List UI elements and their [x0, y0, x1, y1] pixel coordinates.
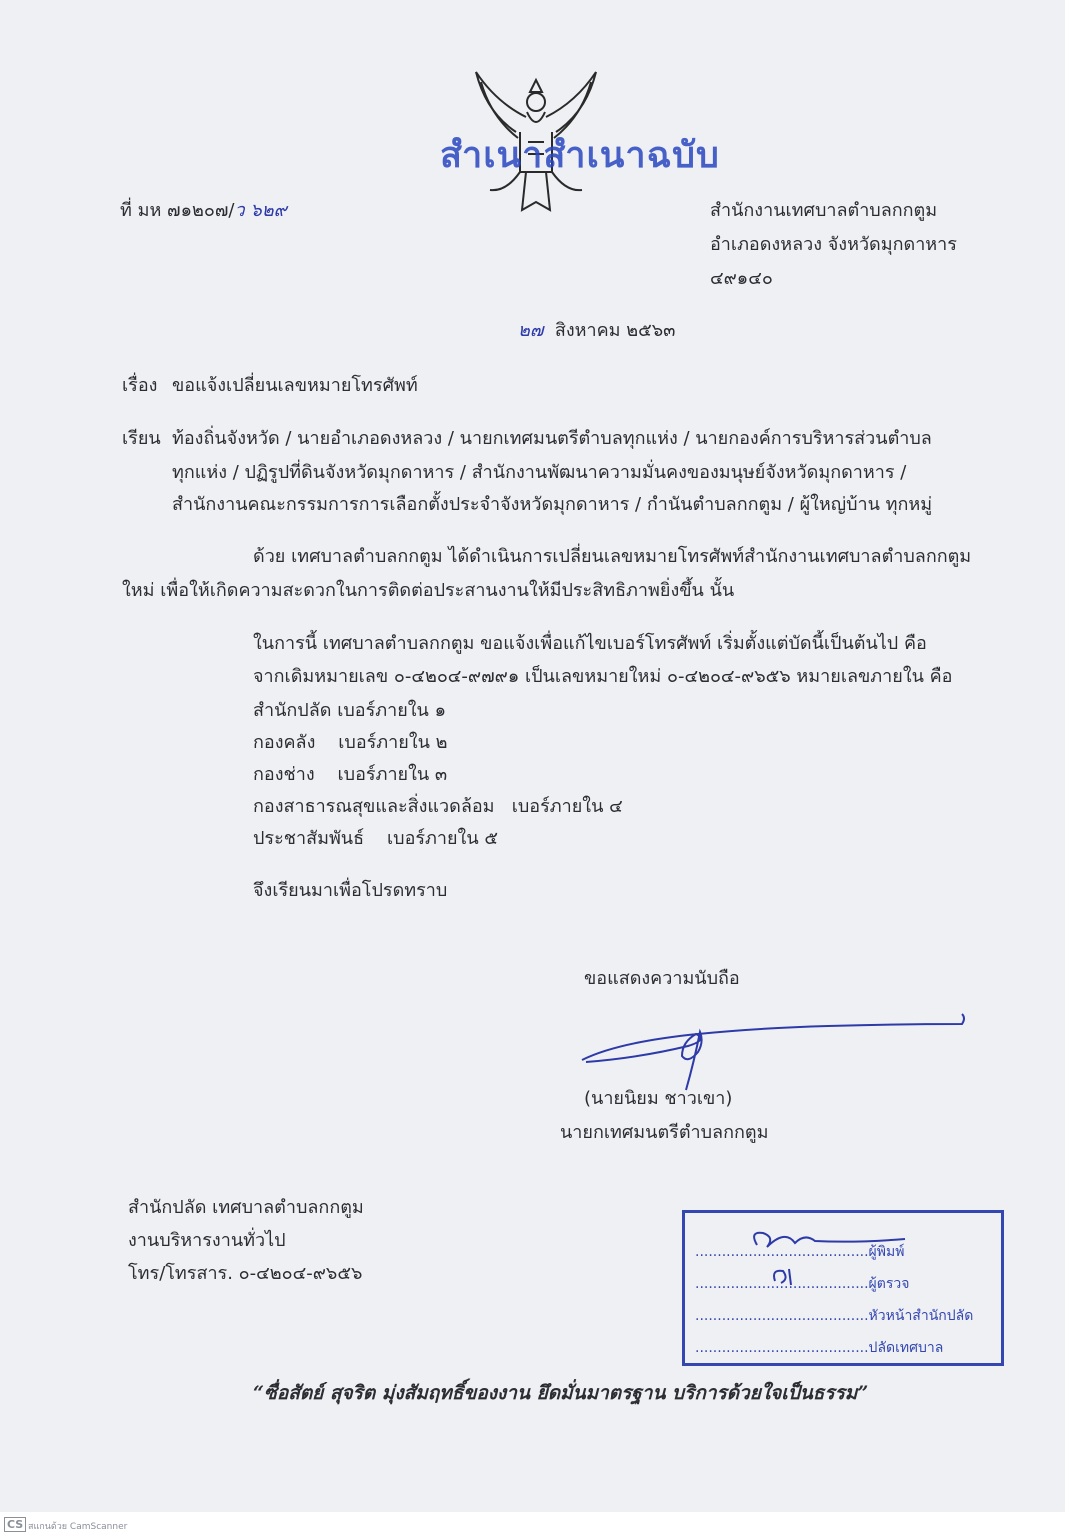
to-line: สำนักงานคณะกรรมการการเลือกตั้งประจำจังหวัดมุกดาหาร / กำนันตำบลกกตูม / ผู้ใหญ่บ้าน ทุกหมู่: [172, 494, 933, 515]
motto-text: “ซื่อสัตย์ สุจริต มุ่งสัมฤทธิ์ของงาน ยึดมั่นมาตรฐาน บริการด้วยใจเป็นธรรม”: [253, 1382, 869, 1404]
body-para2-line: จากเดิมหมายเลข ๐-๔๒๐๔-๙๗๙๑ เป็นเลขหมายใหม่ ๐-๔๒๐๔-๙๖๕๖ หมายเลขภายใน คือ: [253, 666, 953, 687]
box-row: .......................................ผู้พิมพ์: [695, 1244, 905, 1260]
scanner-footer: [0, 1512, 1065, 1537]
footer-line: งานบริหารงานทั่วไป: [128, 1230, 286, 1251]
org-line-3: ๔๙๑๔๐: [710, 268, 773, 289]
extension-row: กองช่าง เบอร์ภายใน ๓: [253, 764, 448, 785]
initials-icon: [745, 1219, 945, 1289]
extension-row: กองสาธารณสุขและสิ่งแวดล้อม เบอร์ภายใน ๔: [253, 796, 623, 817]
org-line-2: อำเภอดงหลวง จังหวัดมุกดาหาร: [710, 234, 957, 255]
ref-handwritten: ว ๖๒๙: [234, 200, 287, 221]
approval-stamp-box: [682, 1210, 1004, 1366]
footer-line: สำนักปลัด เทศบาลตำบลกกตูม: [128, 1197, 364, 1218]
ref-number: ที่ มห ๗๑๒๐๗/ว ๖๒๙: [120, 200, 287, 221]
box-row: .......................................หัวหน้าสำนักปลัด: [695, 1308, 974, 1324]
signer-position: นายกเทศมนตรีตำบลกกตูม: [560, 1122, 769, 1143]
subject-text: ขอแจ้งเปลี่ยนเลขหมายโทรศัพท์: [172, 375, 418, 396]
box-row: .......................................ปลัดเทศบาล: [695, 1340, 944, 1356]
letter-date: ๒๗ สิงหาคม ๒๕๖๓: [518, 320, 676, 341]
extension-row: ประชาสัมพันธ์ เบอร์ภายใน ๕: [253, 828, 498, 849]
closing-text: จึงเรียนมาเพื่อโปรดทราบ: [253, 880, 448, 901]
body-para1-line: ใหม่ เพื่อให้เกิดความสะดวกในการติดต่อประสานงานให้มีประสิทธิภาพยิ่งขึ้น นั้น: [122, 580, 735, 601]
signer-name: (นายนิยม ชาวเขา): [584, 1088, 733, 1109]
body-para1-line: ด้วย เทศบาลตำบลกกตูม ได้ดำเนินการเปลี่ยนเลขหมายโทรศัพท์สำนักงานเทศบาลตำบลกกตูม: [253, 546, 972, 567]
extension-row: สำนักปลัด เบอร์ภายใน ๑: [253, 700, 447, 721]
body-para2-line: ในการนี้ เทศบาลตำบลกกตูม ขอแจ้งเพื่อแก้ไขเบอร์โทรศัพท์ เริ่มตั้งแต่บัดนี้เป็นต้นไป คือ: [253, 633, 927, 654]
box-row: .......................................ผู้ตรวจ: [695, 1276, 910, 1292]
camscanner-logo-icon: CS: [4, 1517, 26, 1532]
to-line: ทุกแห่ง / ปฏิรูปที่ดินจังหวัดมุกดาหาร / สำนักงานพัฒนาความมั่นคงของมนุษย์จังหวัดมุกดาหาร /: [172, 462, 907, 483]
scanner-text: สแกนด้วย CamScanner: [28, 1522, 128, 1532]
respect-text: ขอแสดงความนับถือ: [584, 968, 740, 989]
signature-icon: [578, 1012, 973, 1092]
org-line-1: สำนักงานเทศบาลตำบลกกตูม: [710, 200, 938, 221]
copy-stamp: สำเนาสำเนาฉบับ: [440, 135, 720, 176]
to-label: เรียน: [122, 428, 161, 449]
extension-row: กองคลัง เบอร์ภายใน ๒: [253, 732, 448, 753]
footer-line: โทร/โทรสาร. ๐-๔๒๐๔-๙๖๕๖: [128, 1263, 363, 1284]
to-line: ท้องถิ่นจังหวัด / นายอำเภอดงหลวง / นายกเทศมนตรีตำบลทุกแห่ง / นายกองค์การบริหารส่วนตำบล: [172, 428, 932, 449]
date-day-handwritten: ๒๗: [518, 320, 544, 341]
subject-label: เรื่อง: [122, 375, 158, 396]
